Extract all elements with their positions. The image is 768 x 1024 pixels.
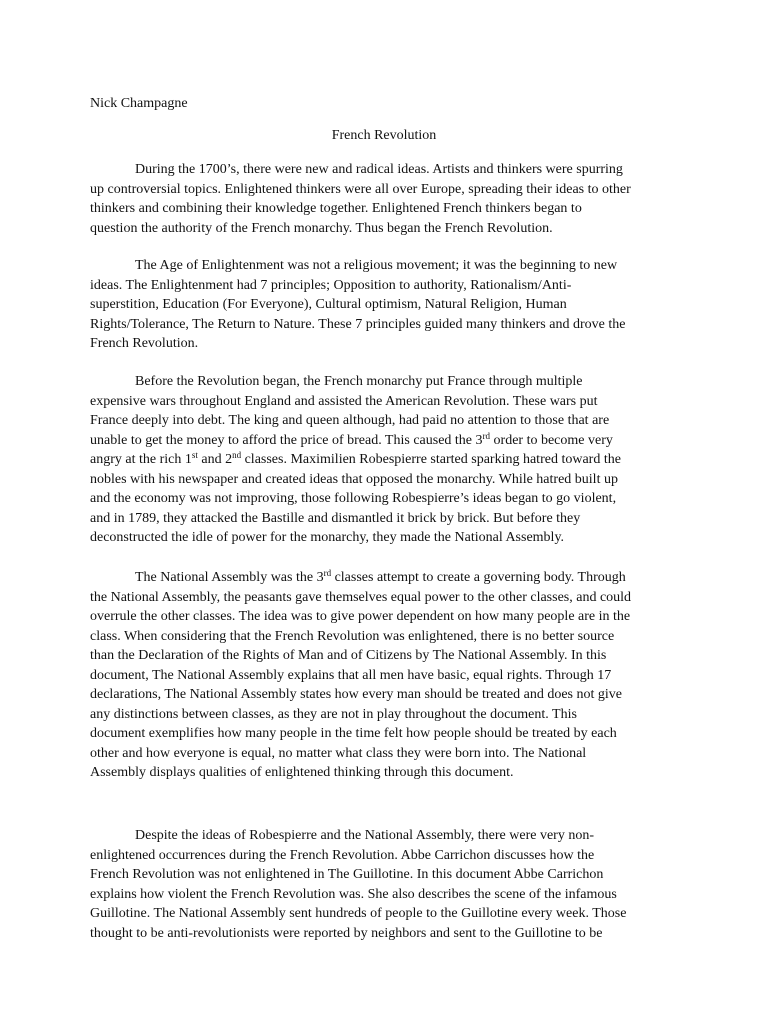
paragraph-line: declarations, The National Assembly states how every man should be treated and does not give (90, 687, 622, 703)
ordinal-superscript: rd (482, 430, 491, 441)
paragraph-5 (90, 826, 680, 943)
line-segment: angry at the rich 1 (90, 452, 192, 468)
paragraph-3 (90, 372, 680, 548)
ordinal-superscript: rd (323, 568, 332, 578)
paragraph-line: thinkers and combining their knowledge together. Enlightened French thinkers began to (90, 201, 582, 217)
paragraph-line: Guillotine. The National Assembly sent hundreds of people to the Guillotine every week. Those (90, 906, 627, 922)
line-segment: classes. Maximilien Robespierre started sparking hatred toward the (241, 452, 621, 468)
paragraph-line: thought to be anti-revolutionists were reported by neighbors and sent to the Guillotine to be (90, 925, 603, 941)
paragraph-line: explains how violent the French Revolution was. She also describes the scene of the infamous (90, 886, 617, 902)
paragraph-line (90, 431, 680, 451)
line-segment: order to become very (490, 432, 613, 448)
paragraph-line: superstition, Education (For Everyone), Cultural optimism, Natural Religion, Human (90, 297, 567, 313)
line-segment: The National Assembly was the 3 (135, 570, 324, 585)
ordinal-superscript: nd (232, 450, 242, 461)
paragraph-line: overrule the other classes. The idea was to give power dependent on how many people are in the (90, 609, 631, 625)
paragraph-line: French Revolution. (90, 336, 199, 352)
line-segment: classes attempt to create a governing body. Through (331, 570, 626, 585)
paragraph-line: class. When considering that the French Revolution was enlightened, there is no better source (90, 628, 615, 644)
paragraph-line: enlightened occurrences during the French Revolution. Abbe Carrichon discusses how the (90, 847, 595, 863)
paragraph-line: French Revolution was not enlightened in The Guillotine. In this document Abbe Carrichon (90, 867, 604, 883)
author-name: Nick Champagne (90, 96, 188, 111)
paragraph-line: Rights/Tolerance, The Return to Nature. These 7 principles guided many thinkers and drove the (90, 316, 626, 332)
paragraph-line: Despite the ideas of Robespierre and the National Assembly, there were very non- (135, 828, 594, 843)
paragraph-line: Assembly displays qualities of enlightened thinking through this document. (90, 765, 514, 781)
paragraph-line: ideas. The Enlightenment had 7 principles; Opposition to authority, Rationalism/Anti- (90, 277, 572, 293)
line-segment: unable to get the money to afford the price of bread. This caused the 3 (90, 432, 483, 448)
document-title: French Revolution (331, 128, 437, 143)
paragraph-line: document exemplifies how many people in the time felt how people should be treated by each (90, 726, 617, 742)
paragraph-line: During the 1700’s, there were new and radical ideas. Artists and thinkers were spurring (135, 162, 623, 177)
paragraph-line: up controversial topics. Enlightened thinkers were all over Europe, spreading their ideas to other (90, 181, 631, 197)
paragraph-4 (90, 568, 680, 783)
paragraph-line (90, 568, 680, 588)
paragraph-line: other and how everyone is equal, no matter what class they were born into. The National (90, 745, 587, 761)
paragraph-line: and in 1789, they attacked the Bastille and dismantled it brick by brick. But before they (90, 510, 581, 526)
paragraph-line: The Age of Enlightenment was not a religious movement; it was the beginning to new (135, 258, 618, 273)
paragraph-line: France deeply into debt. The king and queen although, had paid no attention to those that are (90, 413, 610, 429)
paragraph-line: and the economy was not improving, those following Robespierre’s ideas began to go violent, (90, 491, 617, 507)
paragraph-line: expensive wars throughout England and assisted the American Revolution. These wars put (90, 393, 598, 409)
paragraph-line: any distinctions between classes, as they are not in play throughout the document. This (90, 706, 577, 722)
paragraph-1 (90, 160, 680, 238)
paragraph-line: than the Declaration of the Rights of Man and of Citizens by The National Assembly. In this (90, 648, 607, 664)
paragraph-line (90, 450, 680, 470)
paragraph-line: deconstructed the idle of power for the monarchy, they made the National Assembly. (90, 530, 565, 546)
line-segment: and 2 (197, 452, 233, 468)
ordinal-superscript: st (191, 450, 198, 461)
paragraph-line: Before the Revolution began, the French monarchy put France through multiple (135, 374, 583, 389)
paragraph-line: question the authority of the French monarchy. Thus began the French Revolution. (90, 220, 553, 236)
paragraph-line: document, The National Assembly explains that all men have basic, equal rights. Through 17 (90, 667, 612, 683)
paragraph-line: the National Assembly, the peasants gave themselves equal power to the other classes, and could (90, 589, 632, 605)
paragraph-2 (90, 256, 680, 354)
paragraph-line: nobles with his newspaper and created ideas that opposed the monarchy. While hatred built up (90, 471, 618, 487)
